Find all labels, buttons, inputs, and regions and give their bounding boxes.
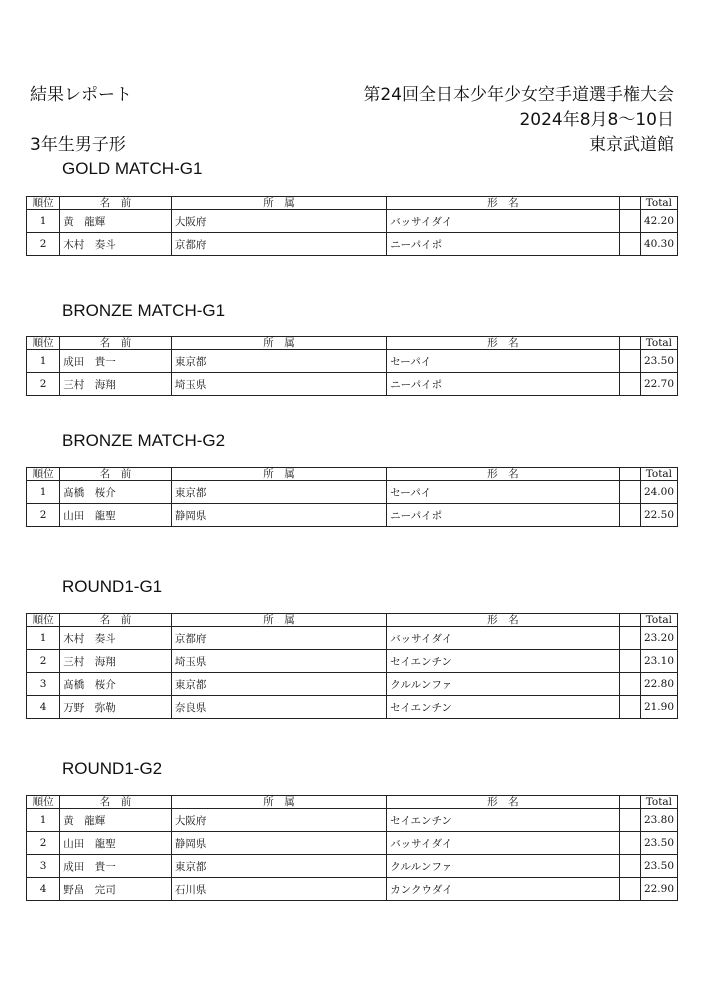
col-rank: 順位 [27, 614, 60, 627]
results-table [26, 795, 678, 901]
affiliation-cell: 大阪府 [171, 210, 386, 233]
table-row [27, 504, 678, 527]
rank-cell: 1 [27, 627, 60, 650]
affiliation-cell: 静岡県 [171, 832, 386, 855]
total-cell: 40.30 [640, 233, 677, 256]
kata-cell: ニーパイポ [387, 233, 619, 256]
table-header-row [27, 337, 678, 350]
col-name: 名 前 [60, 796, 172, 809]
col-total: Total [640, 614, 677, 627]
rank-cell: 2 [27, 233, 60, 256]
kata-cell: クルルンファ [387, 855, 619, 878]
blank-cell [619, 350, 640, 373]
col-blank [619, 337, 640, 350]
col-blank [619, 468, 640, 481]
blank-cell [619, 650, 640, 673]
col-rank: 順位 [27, 197, 60, 210]
name-cell: 成田 貴一 [60, 855, 172, 878]
col-kata: 形 名 [387, 337, 619, 350]
col-name: 名 前 [60, 614, 172, 627]
report-title: 結果レポート [30, 85, 132, 105]
name-cell: 黄 龍輝 [60, 809, 172, 832]
table-row [27, 627, 678, 650]
name-cell: 山田 龍聖 [60, 832, 172, 855]
total-cell: 23.80 [640, 809, 677, 832]
rank-cell: 2 [27, 832, 60, 855]
kata-cell: ニーパイポ [387, 504, 619, 527]
total-cell: 23.50 [640, 832, 677, 855]
total-cell: 23.50 [640, 855, 677, 878]
kata-cell: バッサイダイ [387, 627, 619, 650]
affiliation-cell: 埼玉県 [171, 650, 386, 673]
venue: 東京武道館 [589, 135, 674, 155]
results-table [26, 196, 678, 256]
kata-cell: バッサイダイ [387, 832, 619, 855]
name-cell: 髙橋 桜介 [60, 673, 172, 696]
results-table [26, 336, 678, 396]
col-affiliation: 所 属 [171, 197, 386, 210]
rank-cell: 4 [27, 696, 60, 719]
col-name: 名 前 [60, 197, 172, 210]
section-title: GOLD MATCH-G1 [62, 159, 203, 178]
blank-cell [619, 481, 640, 504]
blank-cell [619, 627, 640, 650]
table-row [27, 481, 678, 504]
name-cell: 山田 龍聖 [60, 504, 172, 527]
total-cell: 23.20 [640, 627, 677, 650]
blank-cell [619, 809, 640, 832]
name-cell: 黄 龍輝 [60, 210, 172, 233]
col-affiliation: 所 属 [171, 614, 386, 627]
table-row [27, 350, 678, 373]
affiliation-cell: 京都府 [171, 627, 386, 650]
blank-cell [619, 832, 640, 855]
table-header-row [27, 796, 678, 809]
col-rank: 順位 [27, 468, 60, 481]
affiliation-cell: 東京都 [171, 673, 386, 696]
rank-cell: 3 [27, 855, 60, 878]
col-kata: 形 名 [387, 614, 619, 627]
name-cell: 髙橋 桜介 [60, 481, 172, 504]
col-total: Total [640, 796, 677, 809]
affiliation-cell: 東京都 [171, 350, 386, 373]
blank-cell [619, 696, 640, 719]
col-blank [619, 197, 640, 210]
kata-cell: カンクウダイ [387, 878, 619, 901]
rank-cell: 4 [27, 878, 60, 901]
name-cell: 三村 海翔 [60, 373, 172, 396]
section-title: BRONZE MATCH-G2 [62, 431, 226, 450]
category-title: 3年生男子形 [30, 135, 126, 155]
kata-cell: セイエンチン [387, 809, 619, 832]
name-cell: 三村 海翔 [60, 650, 172, 673]
total-cell: 24.00 [640, 481, 677, 504]
name-cell: 成田 貴一 [60, 350, 172, 373]
col-kata: 形 名 [387, 796, 619, 809]
col-blank [619, 614, 640, 627]
table-row [27, 233, 678, 256]
blank-cell [619, 210, 640, 233]
table-row [27, 696, 678, 719]
affiliation-cell: 埼玉県 [171, 373, 386, 396]
kata-cell: セイエンチン [387, 696, 619, 719]
kata-cell: セイエンチン [387, 650, 619, 673]
results-table [26, 467, 678, 527]
rank-cell: 1 [27, 210, 60, 233]
rank-cell: 2 [27, 373, 60, 396]
col-rank: 順位 [27, 337, 60, 350]
total-cell: 23.50 [640, 350, 677, 373]
name-cell: 野畠 完司 [60, 878, 172, 901]
col-affiliation: 所 属 [171, 796, 386, 809]
rank-cell: 3 [27, 673, 60, 696]
total-cell: 21.90 [640, 696, 677, 719]
col-total: Total [640, 197, 677, 210]
total-cell: 22.90 [640, 878, 677, 901]
table-row [27, 650, 678, 673]
table-header-row [27, 468, 678, 481]
affiliation-cell: 奈良県 [171, 696, 386, 719]
col-name: 名 前 [60, 337, 172, 350]
rank-cell: 2 [27, 650, 60, 673]
rank-cell: 2 [27, 504, 60, 527]
rank-cell: 1 [27, 809, 60, 832]
blank-cell [619, 233, 640, 256]
total-cell: 22.70 [640, 373, 677, 396]
event-dates: 2024年8月8～10日 [519, 110, 674, 130]
kata-cell: バッサイダイ [387, 210, 619, 233]
blank-cell [619, 855, 640, 878]
kata-cell: ニーパイポ [387, 373, 619, 396]
affiliation-cell: 静岡県 [171, 504, 386, 527]
table-row [27, 673, 678, 696]
table-row [27, 855, 678, 878]
col-total: Total [640, 468, 677, 481]
col-affiliation: 所 属 [171, 468, 386, 481]
table-row [27, 878, 678, 901]
table-row [27, 832, 678, 855]
col-name: 名 前 [60, 468, 172, 481]
col-blank [619, 796, 640, 809]
table-header-row [27, 614, 678, 627]
table-row [27, 809, 678, 832]
total-cell: 42.20 [640, 210, 677, 233]
blank-cell [619, 673, 640, 696]
table-row [27, 210, 678, 233]
section-title: ROUND1-G1 [62, 577, 163, 596]
results-table [26, 613, 678, 719]
rank-cell: 1 [27, 350, 60, 373]
event-name: 第24回全日本少年少女空手道選手権大会 [363, 85, 674, 105]
blank-cell [619, 878, 640, 901]
name-cell: 木村 奏斗 [60, 233, 172, 256]
total-cell: 22.80 [640, 673, 677, 696]
total-cell: 23.10 [640, 650, 677, 673]
blank-cell [619, 504, 640, 527]
col-affiliation: 所 属 [171, 337, 386, 350]
affiliation-cell: 大阪府 [171, 809, 386, 832]
kata-cell: セーパイ [387, 350, 619, 373]
rank-cell: 1 [27, 481, 60, 504]
section-title: BRONZE MATCH-G1 [62, 301, 226, 320]
table-row [27, 373, 678, 396]
section-title: ROUND1-G2 [62, 759, 163, 778]
kata-cell: クルルンファ [387, 673, 619, 696]
total-cell: 22.50 [640, 504, 677, 527]
affiliation-cell: 京都府 [171, 233, 386, 256]
affiliation-cell: 東京都 [171, 481, 386, 504]
col-rank: 順位 [27, 796, 60, 809]
name-cell: 木村 奏斗 [60, 627, 172, 650]
table-header-row [27, 197, 678, 210]
blank-cell [619, 373, 640, 396]
col-total: Total [640, 337, 677, 350]
affiliation-cell: 石川県 [171, 878, 386, 901]
affiliation-cell: 東京都 [171, 855, 386, 878]
name-cell: 万野 弥勒 [60, 696, 172, 719]
col-kata: 形 名 [387, 197, 619, 210]
col-kata: 形 名 [387, 468, 619, 481]
kata-cell: セーパイ [387, 481, 619, 504]
